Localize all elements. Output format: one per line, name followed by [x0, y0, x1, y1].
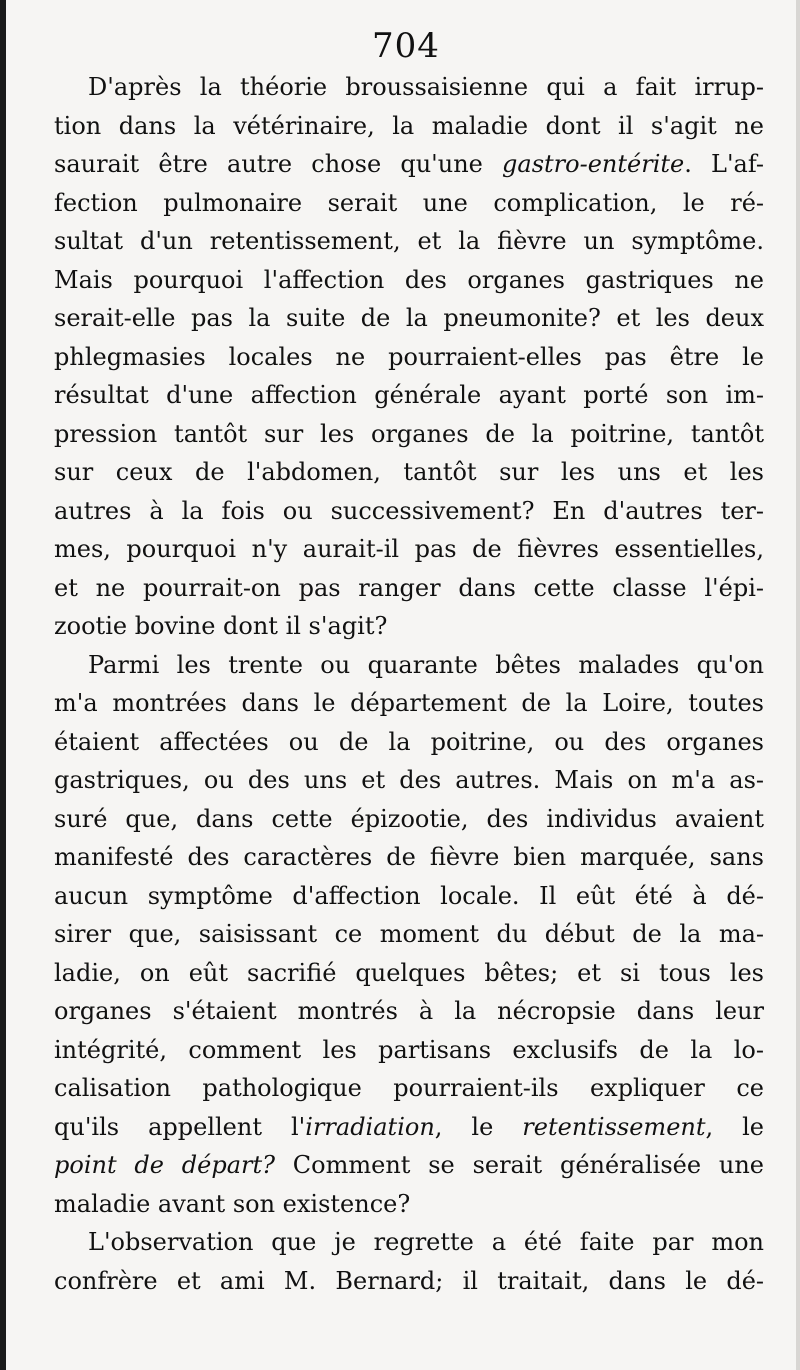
text-line: D'après la théorie broussaisienne qui a fait irrup- [88, 73, 764, 101]
text-line: serait-elle pas la suite de la pneumonite? et les deux [54, 304, 764, 332]
text-line: ladie, on eût sacrifié quelques bêtes; et si tous les [54, 958, 764, 987]
text-line: phlegmasies locales ne pourraient-elles pas être le [54, 342, 764, 371]
body-text [54, 68, 764, 1300]
text-line: sultat d'un retentissement, et la fièvre un symptôme. [54, 227, 764, 255]
paragraph [54, 646, 764, 1224]
text-line: tion dans la vétérinaire, la maladie dont il s'agit ne [54, 111, 764, 140]
text-line: intégrité, comment les partisans exclusifs de la lo- [54, 1035, 764, 1064]
text-line: pression tantôt sur les organes de la poitrine, tantôt [54, 419, 764, 448]
text-line: zootie bovine dont il s'agit? [54, 612, 388, 640]
text-line: étaient affectées ou de la poitrine, ou des organes [54, 727, 764, 756]
paragraph [54, 68, 764, 646]
text-line: m'a montrées dans le département de la Loire, toutes [54, 689, 764, 717]
text-line: sur ceux de l'abdomen, tantôt sur les uns et les [54, 458, 764, 486]
text-line: résultat d'une affection générale ayant porté son im- [54, 381, 764, 409]
text-line: confrère et ami M. Bernard; il traitait, dans le dé- [54, 1266, 764, 1295]
text-line: sirer que, saisissant ce moment du début de la ma- [54, 920, 764, 948]
text-line: saurait être autre chose qu'une gastro-entérite. L'af- [54, 150, 764, 178]
text-line: aucun symptôme d'affection locale. Il eût été à dé- [54, 881, 764, 910]
text-line: autres à la fois ou successivement? En d'autres ter- [54, 496, 764, 525]
text-line: et ne pourrait-on pas ranger dans cette classe l'épi- [54, 573, 764, 602]
paragraph [54, 1223, 764, 1300]
text-line: L'observation que je regrette a été faite par mon [88, 1228, 764, 1256]
text-line: gastriques, ou des uns et des autres. Mais on m'a as- [54, 766, 764, 794]
text-line: Mais pourquoi l'affection des organes gastriques ne [54, 265, 764, 294]
text-line: Parmi les trente ou quarante bêtes malades qu'on [88, 650, 764, 679]
text-line: calisation pathologique pourraient-ils expliquer ce [54, 1074, 764, 1102]
text-line: mes, pourquoi n'y aurait-il pas de fièvres essentielles, [54, 535, 764, 563]
text-line: suré que, dans cette épizootie, des individus avaient [54, 804, 764, 833]
page-number: 704 [372, 26, 440, 66]
text-line: organes s'étaient montrés à la nécropsie dans leur [54, 997, 764, 1025]
text-line: qu'ils appellent l'irradiation, le retentissement, le [54, 1112, 764, 1141]
text-line: manifesté des caractères de fièvre bien marquée, sans [54, 843, 764, 871]
text-line: fection pulmonaire serait une complication, le ré- [54, 188, 764, 217]
text-line: point de départ? Comment se serait généralisée une [54, 1151, 764, 1179]
text-line: maladie avant son existence? [54, 1189, 411, 1218]
